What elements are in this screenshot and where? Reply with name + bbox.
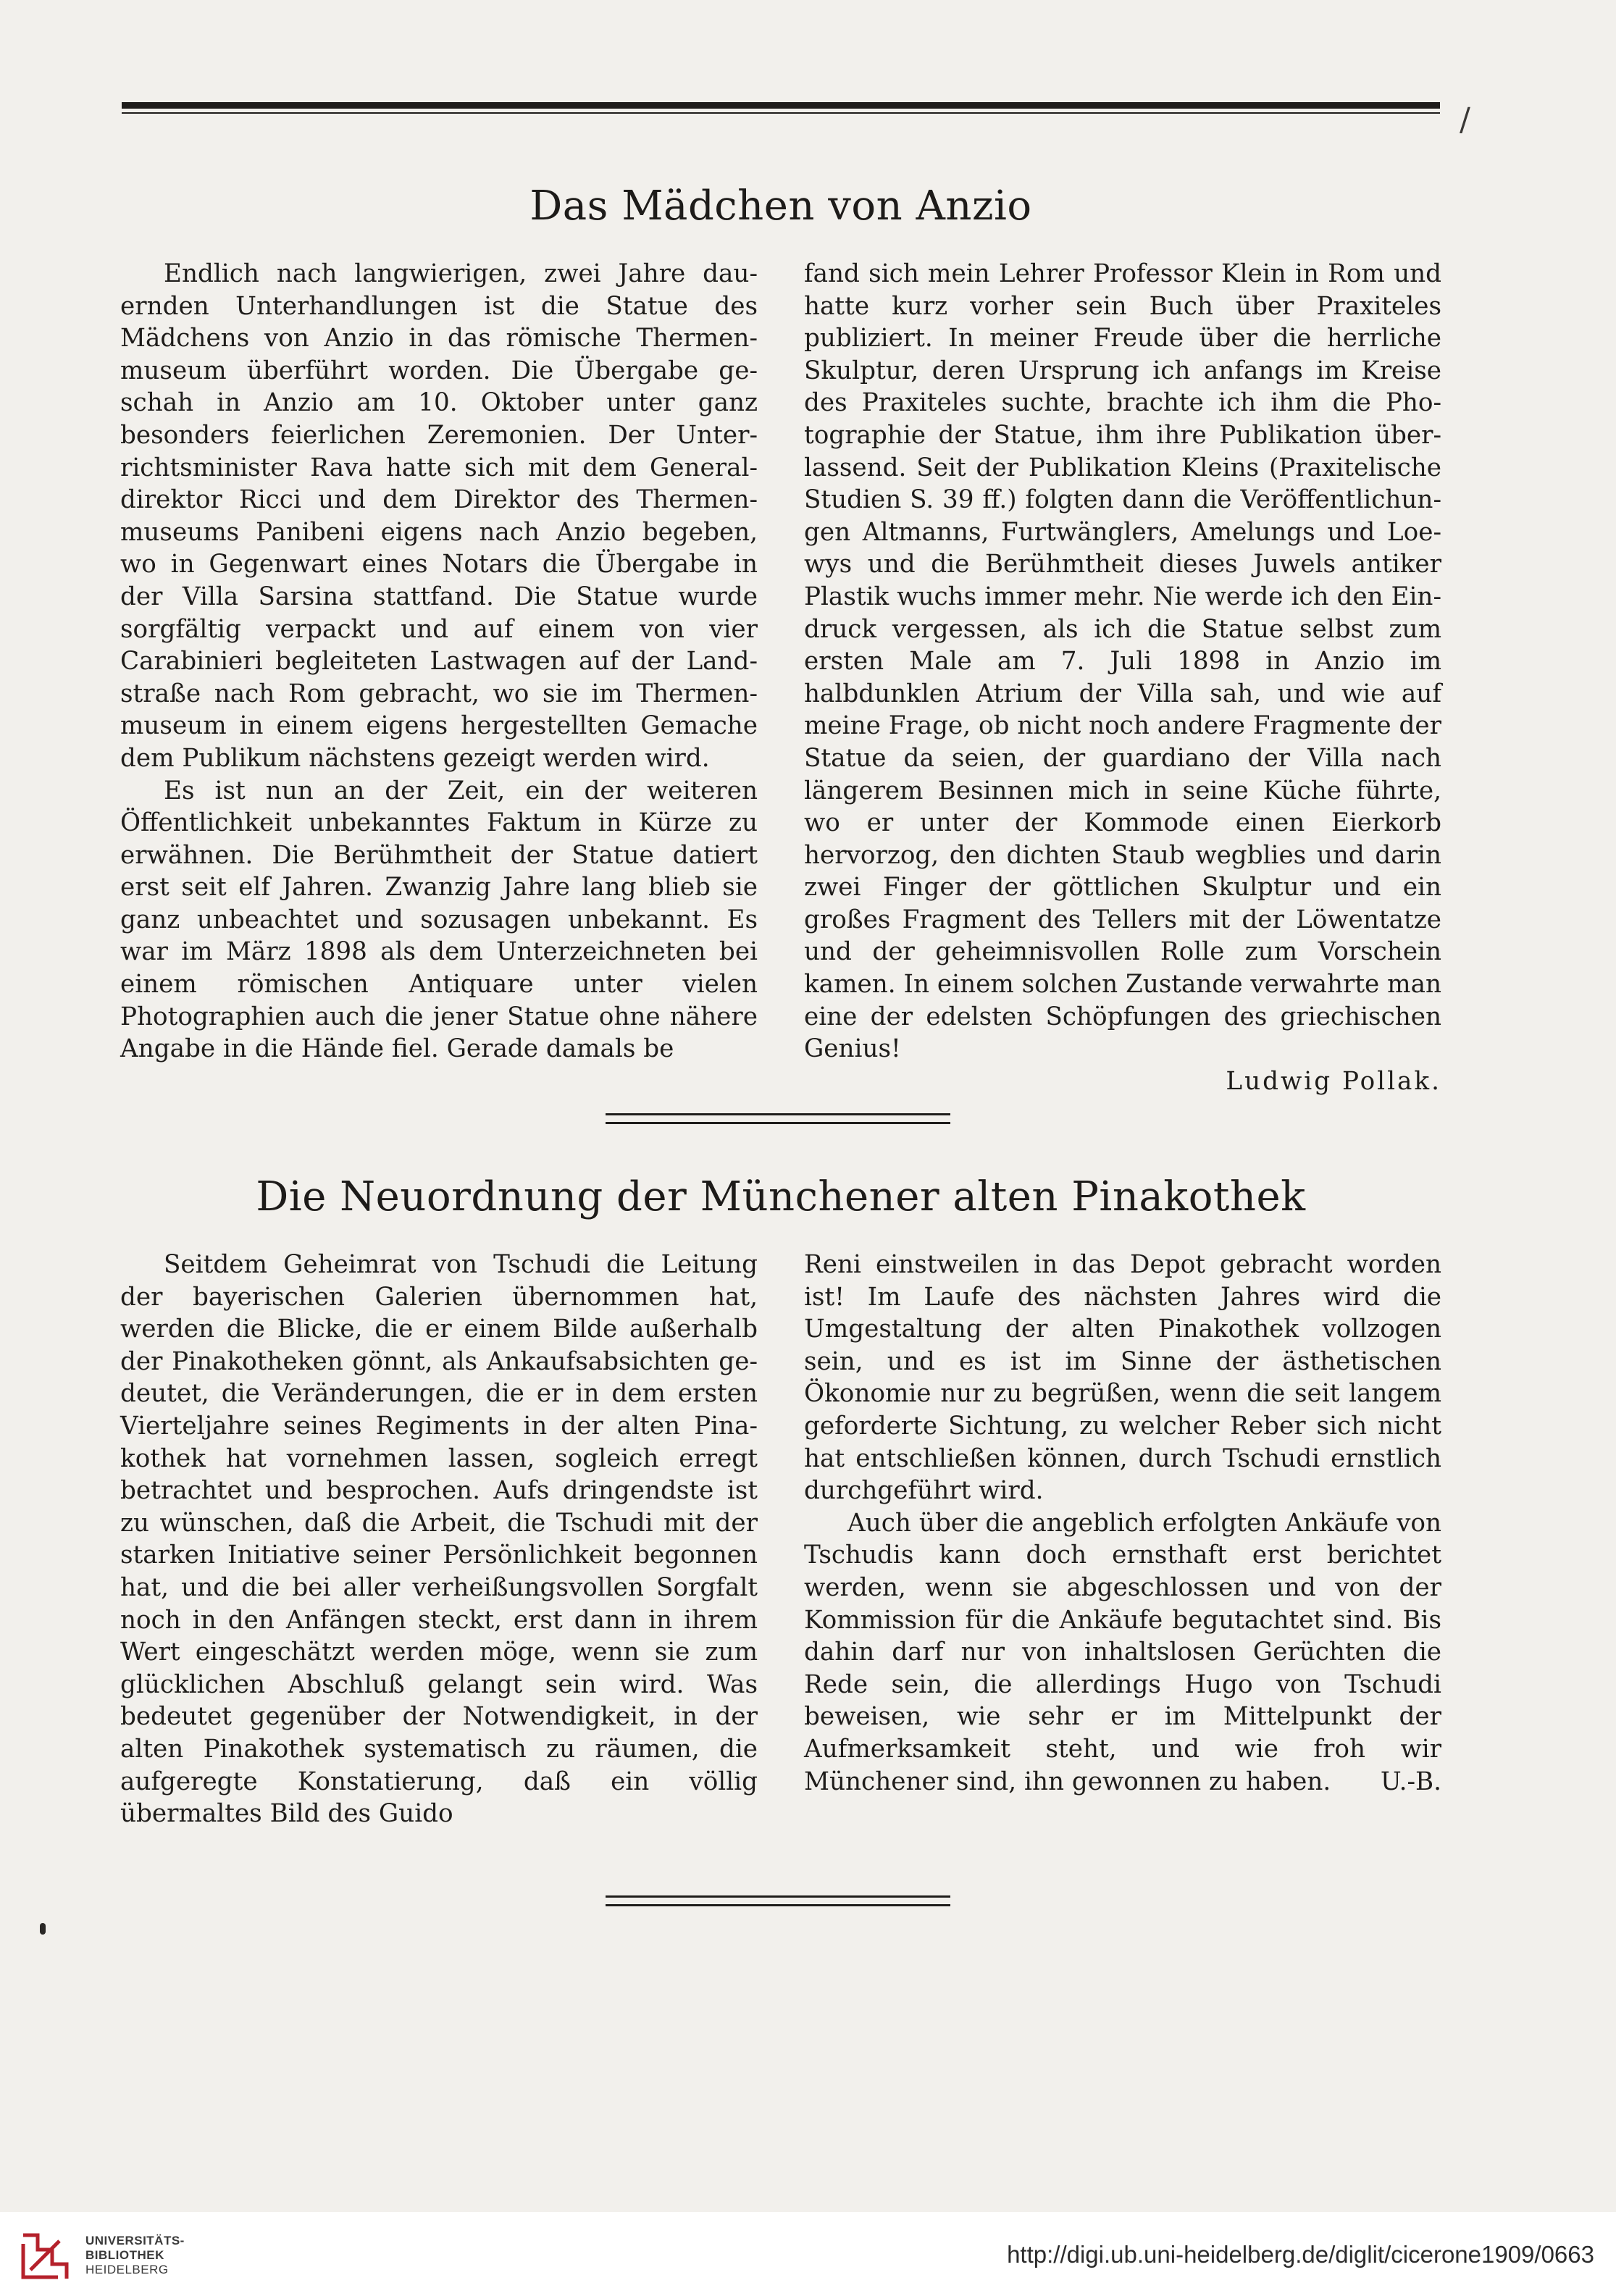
article2-right-column (804, 1249, 1441, 1798)
ink-spot (40, 1923, 46, 1935)
article1-left-column (120, 258, 758, 1065)
article2-title: Die Neuordnung der Münchener alten Pinakothek (256, 1173, 1306, 1220)
logo-strokes (23, 2235, 67, 2279)
article2-right-paragraph-2-text: Auch über die angeblich erfolgten Ankäufe von Tschudis kann doch ernsthaft erst berichtet werden, wenn sie abgeschlossen und von der Kommission für die Ankäufe begutachtet sind. Bis dahin darf nur von inhaltslosen Gerüchten die Rede sein, die allerdings Hugo von Tschudi beweisen, wie sehr er im Mittelpunkt der Aufmerksamkeit steht, und wie froh wir Münchener sind, ihn gewonnen zu haben. (804, 1508, 1441, 1796)
article1-title: Das Mädchen von Anzio (529, 183, 1032, 230)
article-separator (606, 1113, 950, 1125)
article2-left-column (120, 1249, 758, 1830)
article1-signature: Ludwig Pollak. (1226, 1066, 1441, 1096)
page-mark: / (1460, 101, 1470, 138)
library-name (85, 2234, 185, 2277)
article2-right-paragraph-2 (804, 1507, 1441, 1798)
article2-right-paragraph-1: Reni einstweilen in das Depot gebracht worden ist! Im Laufe des nächsten Jahres wird die Umgestaltung der alten Pinakothek vollzogen sein, und es ist im Sinne der ästhetischen Ökonomie nur zu begrüßen, wenn die seit langem geforderte Sichtung, zu welcher Reber sich nicht hat entschließen können, durch Tschudi ernstlich durchgeführt wird. (804, 1250, 1441, 1506)
digitization-footer (0, 2212, 1616, 2296)
source-url-link[interactable]: http://digi.ub.uni-heidelberg.de/diglit/cicerone1909/0663 (1007, 2241, 1594, 2268)
end-separator (606, 1895, 950, 1907)
library-name-line-2: BIBLIOTHEK (85, 2248, 164, 2262)
library-name-line-3: HEIDELBERG (85, 2263, 169, 2276)
article1-right-paragraph-1: fand sich mein Lehrer Professor Klein in Rom und hatte kurz vorher sein Buch über Praxiteles publiziert. In meiner Freude über die herrliche Skulptur, deren Ursprung ich anfangs im Kreise des Praxiteles suchte, brachte ich ihm die Photographie der Statue, ihm ihre Publikation überlassend. Seit der Publikation Kleins (Praxitelische Studien S. 39 ff.) folgten dann die Veröffentlichungen Altmanns, Furtwänglers, Amelungs und Loewys und die Berühmtheit dieses Juwels antiker Plastik wuchs immer mehr. Nie werde ich den Eindruck vergessen, als ich die Statue selbst zum ersten Male am 7. Juli 1898 in Anzio im halbdunklen Atrium der Villa sah, und wie auf meine Frage, ob nicht noch andere Fragmente der Statue da seien, der guardiano der Villa nach längerem Besinnen mich in seine Küche führte, wo er unter der Kommode einen Eierkorb hervorzog, den dichten Staub wegblies und darin zwei Finger der göttlichen Skulptur und ein großes Fragment des Tellers mit der Löwentatze und der geheimnisvollen Rolle zum Vorschein kamen. In einem solchen Zustande verwahrte man eine der edelsten Schöpfungen des griechischen Genius! (804, 259, 1441, 1064)
article2-left-paragraph-1: Seitdem Geheimrat von Tschudi die Leitung der bayerischen Galerien übernommen hat, werden die Blicke, die er einem Bilde außerhalb der Pinakotheken gönnt, als Ankaufsabsichten gedeutet, die Veränderungen, die er in dem ersten Vierteljahre seines Regiments in der alten Pinakothek hat vornehmen lassen, sogleich erregt betrachtet und besprochen. Aufs dringendste ist zu wünschen, daß die Arbeit, die Tschudi mit der starken Initiative seiner Persönlichkeit begonnen hat, und die bei aller verheißungsvollen Sorgfalt noch in den Anfängen steckt, erst dann in ihrem Wert eingeschätzt werden möge, wenn sie zum glücklichen Abschluß gelangt sein wird. Was bedeutet gegenüber der Notwendigkeit, in der alten Pinakothek systematisch zu räumen, die aufgeregte Konstatierung, daß ein völlig übermaltes Bild des Guido (120, 1250, 758, 1829)
top-rule (122, 102, 1440, 109)
article2-signature: U.-B. (1380, 1767, 1441, 1796)
library-logo-icon (16, 2226, 74, 2284)
article1-right-column (804, 258, 1441, 1097)
article1-left-paragraph-2: Es ist nun an der Zeit, ein der weiteren Öffentlichkeit unbekanntes Faktum in Kürze zu erwähnen. Die Berühmtheit der Statue datiert erst seit elf Jahren. Zwanzig Jahre lang blieb sie ganz unbeachtet und sozusagen unbekannt. Es war im März 1898 als dem Unterzeichneten bei einem römischen Antiquare unter vielen Photographien auch die jener Statue ohne nähere Angabe in die Hände fiel. Gerade damals be (120, 776, 758, 1064)
article1-left-paragraph-1: Endlich nach langwierigen, zwei Jahre dauernden Unterhandlungen ist die Statue des Mädchens von Anzio in das römische Thermenmuseum überführt worden. Die Übergabe geschah in Anzio am 10. Oktober unter ganz besonders feierlichen Zeremonien. Der Unterrichtsminister Rava hatte sich mit dem Generaldirektor Ricci und dem Direktor des Thermenmuseums Panibeni eigens nach Anzio begeben, wo in Gegenwart eines Notars die Übergabe in der Villa Sarsina stattfand. Die Statue wurde sorgfältig verpackt und auf einem von vier Carabinieri begleiteten Lastwagen auf der Landstraße nach Rom gebracht, wo sie im Thermenmuseum in einem eigens hergestellten Gemache dem Publikum nächstens gezeigt werden wird. (120, 259, 758, 773)
library-name-line-1: UNIVERSITÄTS- (85, 2234, 185, 2247)
